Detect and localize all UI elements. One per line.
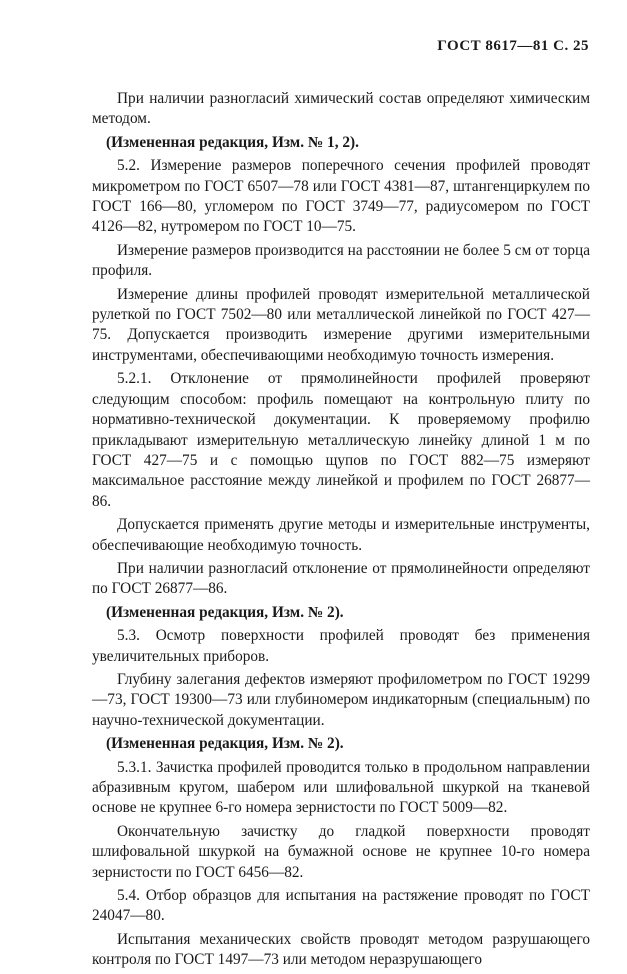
paragraph: Измерение длины профилей проводят измерительной металлической рулеткой по ГОСТ 7502—80 или металлической линейкой по ГОСТ 427—75. Допускается производить измерение другими измерительными инструментами, обеспечивающими необходимую точность измерения. (92, 285, 590, 364)
document-body (92, 89, 590, 974)
paragraph: Окончательную зачистку до гладкой поверхности проводят шлифовальной шкуркой на бумажной основе не крупнее 10-го номера зернистости по ГОСТ 6456—82. (92, 822, 590, 881)
paragraph: 5.3.1. Зачистка профилей проводится только в продольном направлении абразивным кругом, шабером или шлифовальной шкуркой на тканевой основе не крупнее 6-го номера зернистости по ГОСТ 5009—82. (92, 758, 590, 817)
paragraph: При наличии разногласий отклонение от прямолинейности определяют по ГОСТ 26877—86. (92, 559, 590, 598)
page-header: ГОСТ 8617—81 С. 25 (437, 38, 589, 54)
paragraph: При наличии разногласий химический состав определяют химическим методом. (92, 90, 590, 128)
paragraph: Измерение размеров производится на расстоянии не более 5 см от торца профиля. (92, 241, 590, 280)
paragraph: 5.2.1. Отклонение от прямолинейности профилей проверяют следующим способом: профиль помещают на контрольную плиту по нормативно-технической документации. К проверяемому профилю прикладывают измерительную металлическую линейку длиной 1 м по ГОСТ 427—75 и с помощью щупов по ГОСТ 882—75 измеряют максимальное расстояние между линейкой и профилем по ГОСТ 26877—86. (92, 370, 590, 510)
paragraph: 5.3. Осмотр поверхности профилей проводят без применения увеличительных приборов. (92, 627, 590, 665)
paragraph: Допускается применять другие методы и измерительные инструменты, обеспечивающие необходимую точность. (92, 516, 590, 554)
paragraph: Глубину залегания дефектов измеряют профилометром по ГОСТ 19299—73, ГОСТ 19300—73 или глубиномером индикаторным (специальным) по научно-технической документации. (92, 670, 590, 729)
amendment-note: (Измененная редакция, Изм. № 2). (106, 603, 344, 621)
amendment-note: (Измененная редакция, Изм. № 2). (106, 735, 344, 753)
paragraph: 5.2. Измерение размеров поперечного сечения профилей проводят микрометром по ГОСТ 6507—78 или ГОСТ 4381—87, штангенциркулем по ГОСТ 166—80, угломером по ГОСТ 3749—77, радиусомером по ГОСТ 4126—82, нутромером по ГОСТ 10—75. (92, 157, 590, 236)
paragraph: Испытания механических свойств проводят методом разрушающего контроля по ГОСТ 1497—73 или методом неразрушающего (92, 930, 590, 969)
paragraph: 5.4. Отбор образцов для испытания на растяжение проводят по ГОСТ 24047—80. (92, 887, 590, 925)
amendment-note: (Измененная редакция, Изм. № 1, 2). (106, 133, 359, 151)
